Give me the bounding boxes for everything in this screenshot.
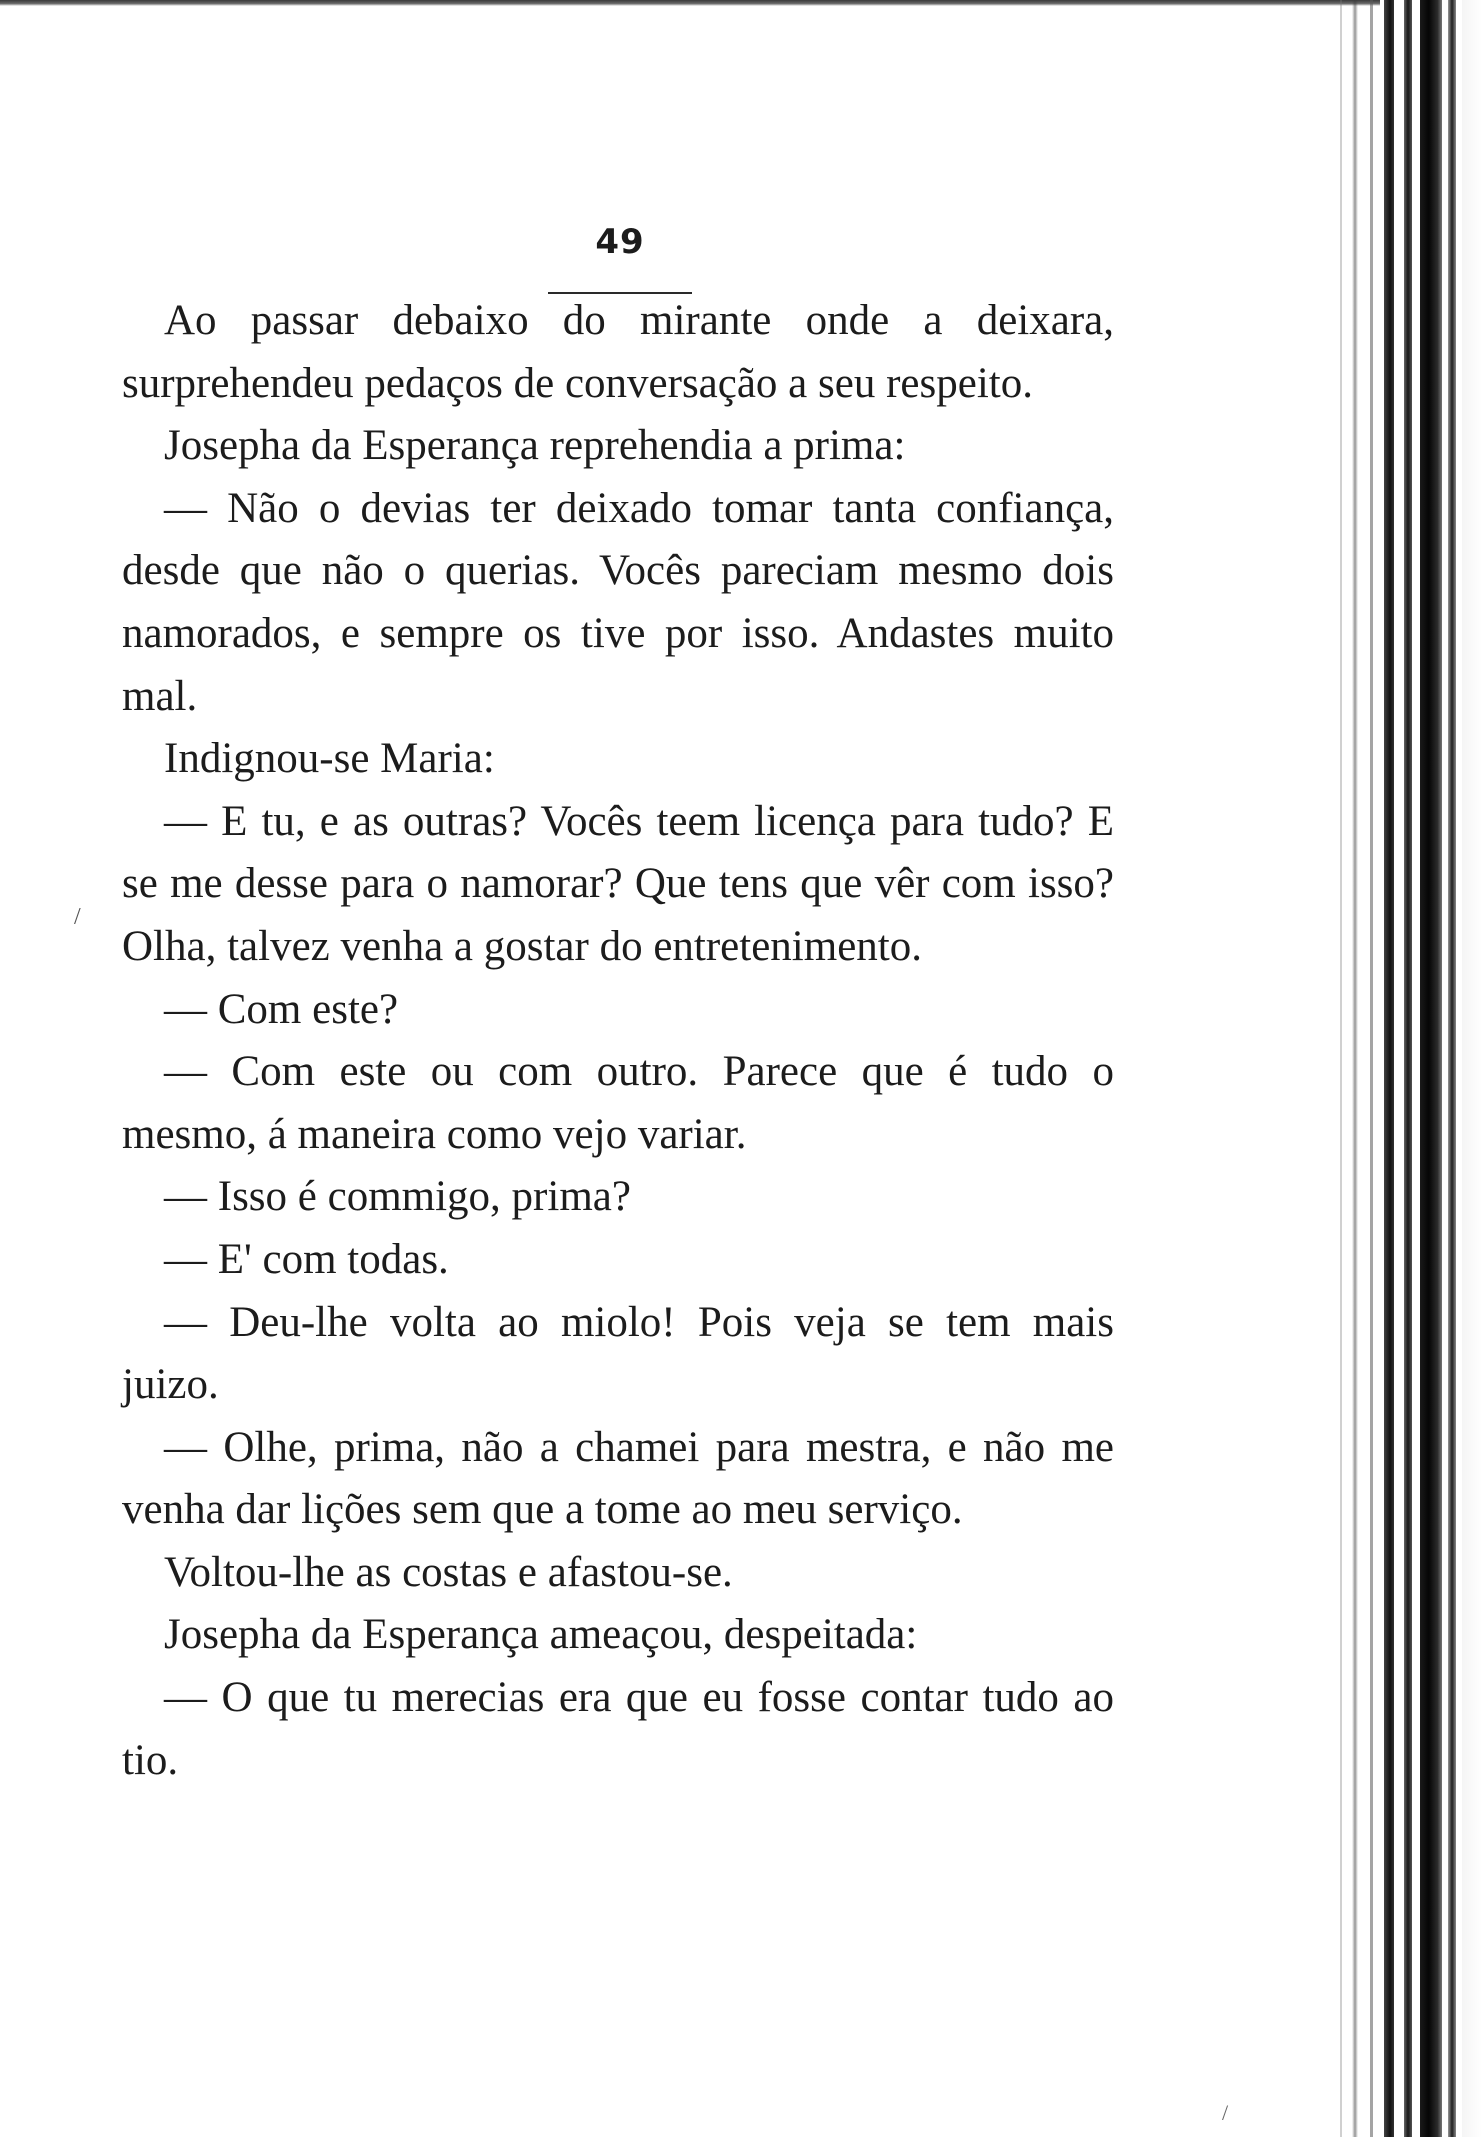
paragraph: Josepha da Esperança reprehendia a prima: <box>164 422 906 470</box>
paragraph: — Isso é commigo, prima? <box>164 1173 631 1221</box>
binding-spine <box>1420 0 1442 2137</box>
page-edge <box>1462 0 1482 2137</box>
paragraph: — E tu, e as outras? Vocês teem licença para tudo? E se me desse para o namorar? Que tens que vêr com isso? Olha, talvez venha a gostar do entretenimento. <box>122 797 1114 970</box>
binding-gutter-line <box>1340 0 1342 2137</box>
stray-ink-mark: / <box>1222 2100 1229 2125</box>
paragraph: Indignou-se Maria: <box>164 735 495 783</box>
page-number: 49 <box>595 222 645 262</box>
binding-gutter-line <box>1448 0 1456 2137</box>
paragraph: — Com este ou com outro. Parece que é tudo o mesmo, á maneira como vejo variar. <box>122 1048 1114 1158</box>
paragraph: — Não o devias ter deixado tomar tanta confiança, desde que não o querias. Vocês pareciam mesmo dois namorados, e sempre os tive por isso. Andastes muito mal. <box>122 484 1114 720</box>
paragraph: — Com este? <box>164 985 399 1033</box>
paragraph: Josepha da Esperança ameaçou, despeitada: <box>164 1611 918 1659</box>
paragraph: — Olhe, prima, não a chamei para mestra, e não me venha dar lições sem que a tome ao meu serviço. <box>122 1423 1114 1534</box>
binding-gutter-line <box>1384 0 1394 2137</box>
paragraph: Ao passar debaixo do mirante onde a deixara, surprehendeu pedaços de conversação a seu respeito. <box>122 297 1114 407</box>
paragraph: — E' com todas. <box>164 1235 449 1283</box>
paragraph: Voltou-lhe as costas e afastou-se. <box>164 1548 733 1596</box>
margin-pencil-mark: / <box>74 904 81 930</box>
binding-gutter-line <box>1352 0 1358 2137</box>
paragraph: — O que tu merecias era que eu fosse contar tudo ao tio. <box>122 1674 1114 1784</box>
body-text <box>122 290 1114 1792</box>
binding-gutter-line <box>1404 0 1412 2137</box>
paragraph: — Deu-lhe volta ao miolo! Pois veja se tem mais juizo. <box>122 1298 1114 1409</box>
top-edge-shadow <box>0 0 1380 6</box>
binding-gutter-line <box>1370 0 1373 2137</box>
